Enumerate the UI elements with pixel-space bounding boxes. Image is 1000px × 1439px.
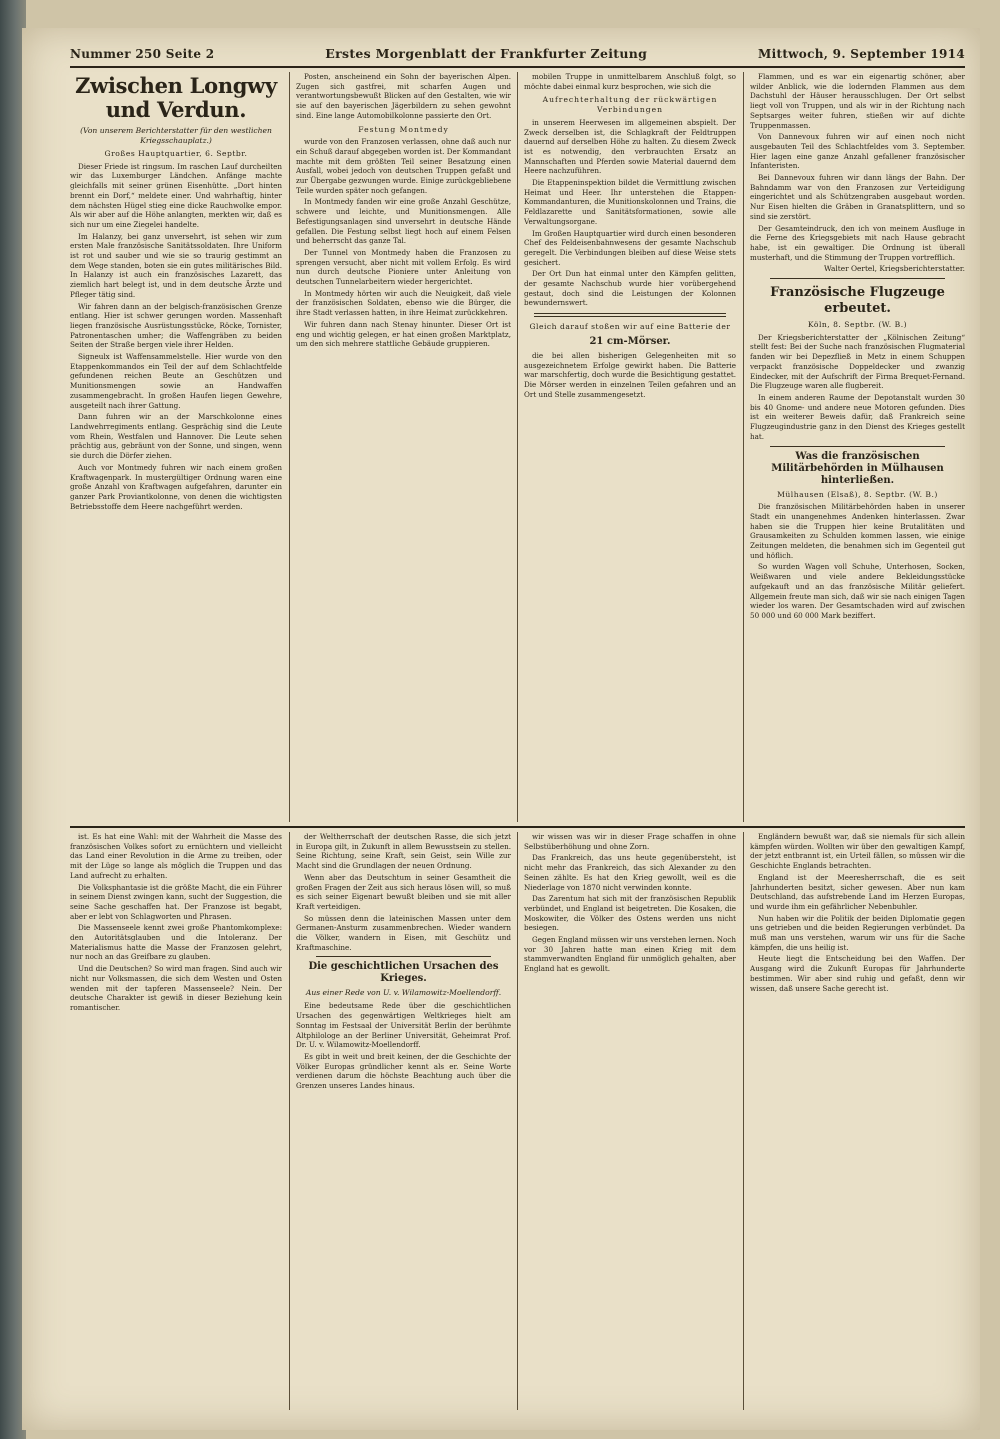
article-title: Was die französischen Militärbehörden in Mülhausen hinterließen.	[771, 450, 944, 486]
paragraph: Wenn aber das Deutschtum in seiner Gesamtheit die großen Fragen der Zeit aus sich heraus lösen will, so muß es sich seiner Eigenart bewußt bleiben und sie mit aller Kraft verteidigen.	[296, 872, 511, 911]
paragraph: Die französischen Militärbehörden haben in unserer Stadt ein unangenehmes Andenken hinterlassen. Zwar haben sie die Truppen hier keine Brutalitäten und Grausamkeiten zu Schulden kommen lassen, wie einige Zeitungen meldeten, die benahmen sich im Gegenteil gut und höflich.	[750, 502, 965, 560]
lower-column-3	[524, 832, 736, 1408]
feuilleton-rule	[70, 826, 965, 828]
section-subhead: Aufrechterhaltung der rückwärtigen Verbindungen	[542, 95, 718, 115]
paragraph: Das Zarentum hat sich mit der französischen Republik verbündet, und England ist beigetreten. Die Kosaken, die Moskowiter, die Völker des Ostens werden uns nicht besiegen.	[524, 894, 736, 933]
section-subhead: Festung Montmedy	[358, 124, 449, 134]
lower-column-2	[296, 832, 511, 1408]
paragraph: So müssen denn die lateinischen Massen unter dem Germanen-Ansturm zusammenbrechen. Wieder wandern die Völker, wandern in Eisen, mit Geschütz und Kraftmaschine.	[296, 913, 511, 952]
column-4	[750, 72, 965, 820]
paragraph: Von Dannevoux fuhren wir auf einen noch nicht ausgebauten Teil des Schlachtfeldes vom 3. September. Hier lagen eine ganze Anzahl gefallener französischer Infanteristen.	[750, 132, 965, 171]
column-2	[296, 72, 511, 820]
paragraph: Der Ort Dun hat einmal unter den Kämpfen gelitten, der gesamte Nachschub wurde hier vorübergehend gestaut, doch sind die Leistungen der Kolonnen bewundernswert.	[524, 269, 736, 308]
paragraph: Die Massenseele kennt zwei große Phantomkomplexe: den Autoritätsglauben und die Intoleranz. Der Materialismus hatte die Masse der Franzosen gelehrt, nur noch an das Greifbare zu glauben.	[70, 923, 282, 962]
article-dateline: Großes Hauptquartier, 6. Septbr.	[104, 149, 248, 158]
paragraph: Im Großen Hauptquartier wird durch einen besonderen Chef des Feldeisenbahnwesens der gesamte Nachschub geregelt. Die Verbindungen bleiben auf diese Weise stets gesichert.	[524, 228, 736, 267]
box-intro: Gleich darauf stoßen wir auf eine Batterie der	[529, 322, 731, 332]
paragraph: Auch vor Montmedy fuhren wir nach einem großen Kraftwagenpark. In mustergültiger Ordnung waren eine große Anzahl von Kraftwagen aufgefahren, darunter ein ganzer Park Proviantkolonne, von denen die wichtigsten Betriebsstoffe dem Heere nachgeführt werden.	[70, 462, 282, 511]
column-separator	[743, 72, 744, 822]
paragraph: Und die Deutschen? So wird man fragen. Sind auch wir nicht nur Volksmassen, die sich dem Westen und Osten wenden mit der tapferen Massenseele? Nein. Der deutsche Charakter ist gewiß in dieser Beziehung kein romantischer.	[70, 964, 282, 1012]
paragraph: Eine bedeutsame Rede über die geschichtlichen Ursachen des gegenwärtigen Weltkrieges hielt am Sonntag im Festsaal der Universität Berlin der berühmte Altphilologe an der Berliner Universität, Geheimrat Prof. Dr. U. v. Wilamowitz-Moellendorff.	[296, 1001, 511, 1050]
issue-date: Mittwoch, 9. September 1914	[758, 47, 965, 61]
paragraph: ist. Es hat eine Wahl: mit der Wahrheit die Masse des französischen Volkes sofort zu ernüchtern und vielleicht das Land einer Revolution in die Arme zu treiben, oder mit der Lüge so lange als möglich die Truppen und das Land aufrecht zu erhalten.	[70, 832, 282, 880]
paragraph: Der Tunnel von Montmedy haben die Franzosen zu sprengen versucht, aber nicht mit vollem Erfolg. Es wird nun durch deutsche Pioniere unter Anleitung von deutschen Tunnelarbeitern wieder hergerichtet.	[296, 247, 511, 287]
column-separator	[289, 832, 290, 1410]
article-byline: (Von unserem Berichterstatter für den westlichen Kriegsschauplatz.)	[80, 126, 272, 145]
paragraph: England ist der Meeresherrschaft, die es seit Jahrhunderten besitzt, sicher gewesen. Aber nun kam Deutschland, das aufstrebende Land im Herzen Europas, und wurde ihm ein gefährlicher Nebenbuhler.	[750, 872, 965, 911]
article-rule	[316, 956, 491, 957]
author-signature: Walter Oertel, Kriegsberichterstatter.	[824, 264, 965, 274]
paragraph: der Weltherrschaft der deutschen Rasse, die sich jetzt in Europa gilt, in Zukunft in allem Bewusstsein zu stellen. Seine Richtung, seine Kraft, sein Geist, sein Wille zur Macht sind die Grundlagen der neuen Ordnung.	[296, 832, 511, 871]
paragraph: mobilen Truppe in unmittelbarem Anschluß folgt, so möchte dabei einmal kurz besprochen, wie sich die	[524, 72, 736, 91]
header-rule	[70, 66, 965, 68]
paragraph: Bei Dannevoux fuhren wir dann längs der Bahn. Der Bahndamm war von den Franzosen zur Verteidigung eingerichtet und als Schützengraben ausgebaut worden. Nur Eisen hielten die Gräben in Granatsplittern, und so sind sie zerstört.	[750, 173, 965, 221]
paragraph: Engländern bewußt war, daß sie niemals für sich allein kämpfen würden. Wollten wir über den gewaltigen Kampf, der jetzt entbrannt ist, ein Urteil fällen, so müssen wir die Geschichte Englands betrachten.	[750, 832, 965, 871]
article-dateline: Köln, 8. Septbr. (W. B.)	[807, 320, 908, 330]
paragraph: Dieser Friede ist ringsum. Im raschen Lauf durcheilten wir das Luxemburger Ländchen. Anfänge machte gleichfalls mit seiner grünen Eisenhütte. „Dort hinten brennt ein Dorf,“ meldete einer. Und wahrhaftig, hinter dem nächsten Hügel stieg eine dicke Rauchwolke empor. Als wir aber auf die Höhe anlangten, merkten wir, daß es sich nur um eine Ziegelei handelte.	[70, 161, 282, 229]
paragraph: Nun haben wir die Politik der beiden Diplomatie gegen uns getrieben und die beiden Regierungen verbündet. Da muß man uns verstehen, warum wir uns für die Sache kämpfen, die uns heilig ist.	[750, 913, 965, 952]
article-title: Zwischen Longwy und Verdun.	[75, 73, 277, 122]
paragraph: Wir fuhren dann nach Stenay hinunter. Dieser Ort ist eng und wichtig gelegen, er hat einen großen Marktplatz, um den sich mehrere stattliche Gebäude gruppieren.	[296, 319, 511, 349]
paragraph: Das Frankreich, das uns heute gegenübersteht, ist nicht mehr das Frankreich, das sich Alexander zu den Seinen zählte. Es hat den Krieg gewollt, weil es die Niederlage von 1870 nicht verwinden konnte.	[524, 853, 736, 892]
paragraph: Flammen, und es war ein eigenartig schöner, aber wilder Anblick, wie die lodernden Flammen aus dem Dachstuhl der Häuser herausschlugen. Der Ort selbst liegt voll von Truppen, und als wir in der Richtung nach Septsarges weiter fuhren, stießen wir auf dichte Truppenmassen.	[750, 72, 965, 130]
article-title: Französische Flugzeuge erbeutet.	[770, 285, 945, 317]
section-subhead: 21 cm-Mörser.	[589, 335, 671, 347]
issue-number: Nummer 250 Seite 2	[70, 47, 215, 61]
section-rule	[534, 313, 726, 317]
column-3	[524, 72, 736, 820]
paragraph: Im Halanzy, bei ganz unversehrt, ist sehen wir zum ersten Male französische Sanitätssoldaten. Ihre Uniform ist rot und sauber und wie sie so traurig gestimmt an dem Wege standen, boten sie ein gutes militärisches Bild. In Halanzy ist auch ein französisches Lazarett, das ziemlich hart belegt ist, und in dem deutsche Ärzte und Pfleger tätig sind.	[70, 231, 282, 299]
paragraph: Der Gesamteindruck, den ich von meinem Ausfluge in die Ferne des Kriegsgebiets mit nach Hause gebracht habe, ist ein gewaltiger. Die Ordnung ist überall musterhaft, und die Stimmung der Truppen vortrefflich.	[750, 223, 965, 262]
column-separator	[289, 72, 290, 822]
paragraph: Dann fuhren wir an der Marschkolonne eines Landwehrregiments entlang. Gesprächig sind die Leute vom Rhein, Westfalen und Hannover. Die Leute sehen prächtig aus, gebräunt von der Sonne, und singen, wenn sie durch die Dörfer ziehen.	[70, 412, 282, 461]
article-dateline: Mülhausen (Elsaß), 8. Septbr. (W. B.)	[777, 489, 938, 499]
page-header	[70, 46, 965, 66]
column-separator	[517, 72, 518, 822]
column-1	[70, 72, 282, 820]
paragraph: die bei allen bisherigen Gelegenheiten mit so ausgezeichnetem Erfolge gewirkt haben. Die Batterie war marschfertig, doch wurde die Besichtigung gestattet. Die Mörser werden in einzelnen Teilen gefahren und an Ort und Stelle zusammengesetzt.	[524, 350, 736, 399]
paragraph: So wurden Wagen voll Schuhe, Unterhosen, Socken, Weißwaren und viele andere Bekleidungsstücke aufgekauft und an das französische Militär geliefert. Allgemein freute man sich, daß wir sie nach einigen Tagen wieder los waren. Der Gesamtschaden wird auf zwischen 50 000 und 60 000 Mark beziffert.	[750, 562, 965, 620]
article-title: Die geschichtlichen Ursachen des Krieges.	[308, 961, 499, 985]
paragraph: Gegen England müssen wir uns verstehen lernen. Noch vor 30 Jahren hatte man einen Krieg mit dem stammverwandten England für unmöglich gehalten, aber England hat es gewollt.	[524, 935, 736, 974]
paragraph: Signeulx ist Waffensammelstelle. Hier wurde von den Etappenkommandos ein Teil der auf dem Schlachtfelde gefundenen reichen Beute an Geschützen und Munitionsmengen sowie an Handwaffen zusammengebracht. In großen Haufen liegen Gewehre, ausgeteilt nach ihrer Gattung.	[70, 352, 282, 410]
paragraph: In Montmedy hörten wir auch die Neuigkeit, daß viele der französischen Soldaten, ebenso wie die Bürger, die ihre Stadt verlassen hatten, in ihre Heimat zurückkehren.	[296, 288, 511, 318]
paragraph: Wir fahren dann an der belgisch-französischen Grenze entlang. Hier ist schwer gerungen worden. Massenhaft liegen französische Ausrüstungsstücke, Röcke, Tornister, Patronentaschen umher; die Waffengräben zu beiden Seiten der Straße bergen viele ihrer Helden.	[70, 301, 282, 350]
paragraph: In einem anderen Raume der Depotanstalt wurden 30 bis 40 Gnome- und andere neue Motoren gefunden. Dies ist ein weiterer Beweis dafür, daß Frankreich seine Flugzeugindustrie ganz in den Dienst des Krieges gestellt hat.	[750, 392, 965, 441]
paragraph: Der Kriegsberichterstatter der „Kölnischen Zeitung“ stellt fest: Bei der Suche nach französischen Flugmaterial fanden wir bei Depezfließ in Metz in einem Schuppen verpackt französische Doppeldecker und zwanzig Eindecker, mit der Aufschrift der Firma Brequet-Fernand. Die Flugzeuge waren alle flugbereit.	[750, 332, 965, 391]
paragraph: In Montmedy fanden wir eine große Anzahl Geschütze, schwere und leichte, und Munitionsmengen. Alle Befestigungsanlagen sind unversehrt in deutsche Hände gefallen. Die Festung selbst liegt hoch auf einem Felsen und beherrscht das ganze Tal.	[296, 197, 511, 246]
paragraph: Die Etappeninspektion bildet die Vermittlung zwischen Heimat und Heer. Ihr unterstehen die Etappen-Kommandanturen, die Munitionskolonnen und Trains, die Feldlazarette und Sanitätsformationen, sowie alle Verwaltungsorgane.	[524, 178, 736, 226]
column-separator	[517, 832, 518, 1410]
column-separator	[743, 832, 744, 1410]
paragraph: Posten, anscheinend ein Sohn der bayerischen Alpen. Zugen sich gastfrei, mit scharfen Augen und verantwortungsbewußt Blicken auf den Gestalten, wie wir sie auf den bayerischen Jägerbildern zu sehen gewohnt sind. Eine lange Automobilkolonne passierte den Ort.	[296, 72, 511, 120]
paragraph: Es gibt in weit und breit keinen, der die Geschichte der Völker Europas gründlicher kennt als er. Seine Worte verdienen darum die höchste Beachtung auch über die Grenzen unseres Landes hinaus.	[296, 1051, 511, 1091]
article-byline: Aus einer Rede von U. v. Wilamowitz-Moellendorff.	[305, 988, 502, 998]
paragraph: wir wissen was wir in dieser Frage schaffen in ohne Selbstüberhöhung und ohne Zorn.	[524, 832, 736, 851]
paragraph: in unserem Heerwesen im allgemeinen abspielt. Der Zweck derselben ist, die Schlagkraft der Feldtruppen dauernd auf derselben Höhe zu halten. Zu diesem Zweck ist es notwendig, den verbrauchten Ersatz an Mannschaften und Pferden sowie Material dauernd dem Heere nachzuführen.	[524, 117, 736, 176]
article-rule	[770, 446, 945, 447]
article-rule	[770, 278, 945, 279]
masthead: Erstes Morgenblatt der Frankfurter Zeitung	[325, 46, 648, 61]
paragraph: Die Volksphantasie ist die größte Macht, die ein Führer in seinem Dienst zwingen kann, sucht der Suggestion, die seine Sache geschaffen hat. Der Franzose ist begabt, aber er lebt von Schlagworten und Phrasen.	[70, 882, 282, 921]
paragraph: wurde von den Franzosen verlassen, ohne daß auch nur ein Schuß darauf abgegeben worden ist. Der Kommandant machte mit dem größten Teil seiner Besatzung einen Ausfall, wobei jedoch von deutschen Truppen gefaßt und zur Übergabe gezwungen wurde. Einige zurückgebliebene Teile wurden später noch gefangen.	[296, 137, 511, 195]
paragraph: Heute liegt die Entscheidung bei den Waffen. Der Ausgang wird die Zukunft Europas für Jahrhunderte bestimmen. Wir aber sind ruhig und gefaßt, denn wir wissen, daß unsere Sache gerecht ist.	[750, 954, 965, 993]
lower-column-1	[70, 832, 282, 1408]
lower-column-4	[750, 832, 965, 1408]
